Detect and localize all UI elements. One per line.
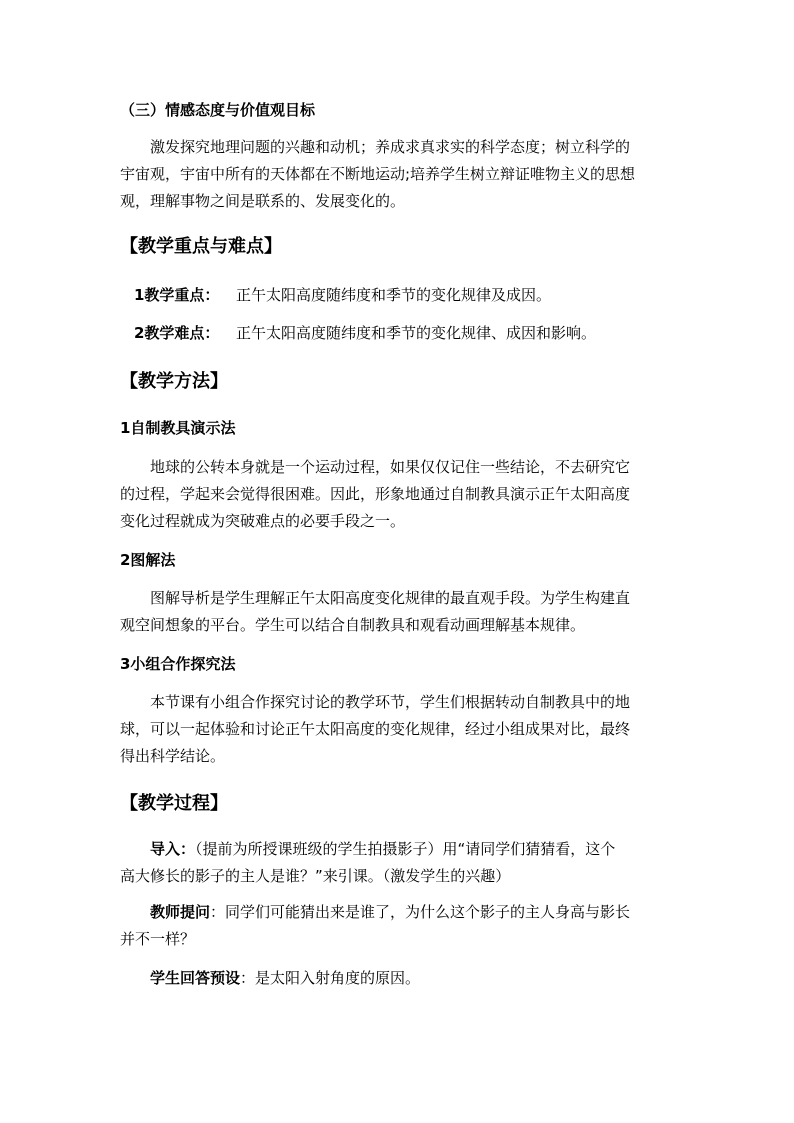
paragraph-line: 图解导析是学生理解正午太阳高度变化规律的最直观手段。为学生构建直: [150, 589, 631, 607]
paragraph-line: 地球的公转本身就是一个运动过程，如果仅仅记住一些结论，不去研究它: [150, 458, 631, 476]
student-answer-paragraph: [120, 968, 680, 995]
methods-heading: 【教学方法】: [120, 371, 228, 392]
difficulty-text: 正午太阳高度随纬度和季节的变化规律、成因和影响。: [236, 324, 597, 342]
paragraph-line: 的过程，学起来会觉得很困难。因此，形象地通过自制教具演示正午太阳高度: [120, 485, 631, 503]
teacher-label: 教师提问: [150, 903, 211, 921]
paragraph-line: 观空间想象的平台。学生可以结合自制教具和观看动画理解基本规律。: [120, 616, 586, 634]
emotion-goal-heading: （三）情感态度与价值观目标: [120, 101, 316, 119]
method-title: 2图解法: [120, 551, 176, 569]
key-point-item: [134, 285, 219, 305]
paragraph-line: [120, 968, 680, 995]
key-point-label: 1教学重点：: [134, 286, 220, 304]
key-point-text: 正午太阳高度随纬度和季节的变化规律及成因。: [236, 286, 552, 304]
intro-label: 导入：: [150, 840, 196, 858]
paragraph-line: 得出科学结论。: [120, 747, 226, 765]
method-paragraph: [120, 588, 680, 642]
teacher-text: ：同学们可能猜出来是谁了，为什么这个影子的主人身高与影长: [210, 903, 631, 921]
paragraph-line: 并不一样？: [120, 930, 196, 948]
paragraph-line: 球，可以一起体验和讨论正午太阳高度的变化规律，经过小组成果对比，最终: [120, 720, 631, 738]
teacher-question-paragraph: [120, 902, 680, 956]
method-title: 3小组合作探究法: [120, 655, 236, 673]
difficulty-item: [134, 323, 219, 343]
intro-text: （提前为所授课班级的学生拍摄影子）用“请同学们猜猜看，这个: [195, 840, 616, 858]
method-title: 1自制教具演示法: [120, 419, 236, 437]
key-points-heading: 【教学重点与难点】: [120, 236, 282, 257]
process-heading: 【教学过程】: [120, 793, 228, 814]
method-paragraph: [120, 692, 680, 773]
paragraph-line: 宇宙观，宇宙中所有的天体都在不断地运动;培养学生树立辩证唯物主义的思想: [120, 165, 636, 183]
paragraph-line: 观，理解事物之间是联系的、发展变化的。: [120, 192, 406, 210]
paragraph-line: 本节课有小组合作探究讨论的教学环节，学生们根据转动自制教具中的地: [150, 693, 631, 711]
paragraph-line: 激发探究地理问题的兴趣和动机；养成求真求实的科学态度；树立科学的: [150, 138, 631, 156]
emotion-goal-paragraph: [120, 137, 680, 218]
paragraph-line: 变化过程就成为突破难点的必要手段之一。: [120, 512, 406, 530]
paragraph-line: [120, 902, 680, 929]
method-paragraph: [120, 457, 680, 538]
intro-paragraph: [120, 839, 680, 893]
student-label: 学生回答预设: [150, 969, 241, 987]
paragraph-line: [120, 839, 680, 866]
difficulty-label: 2教学难点：: [134, 324, 220, 342]
student-text: ：是太阳入射角度的原因。: [240, 969, 421, 987]
paragraph-line: 高大修长的影子的主人是谁？”来引课。（激发学生的兴趣）: [120, 867, 511, 885]
